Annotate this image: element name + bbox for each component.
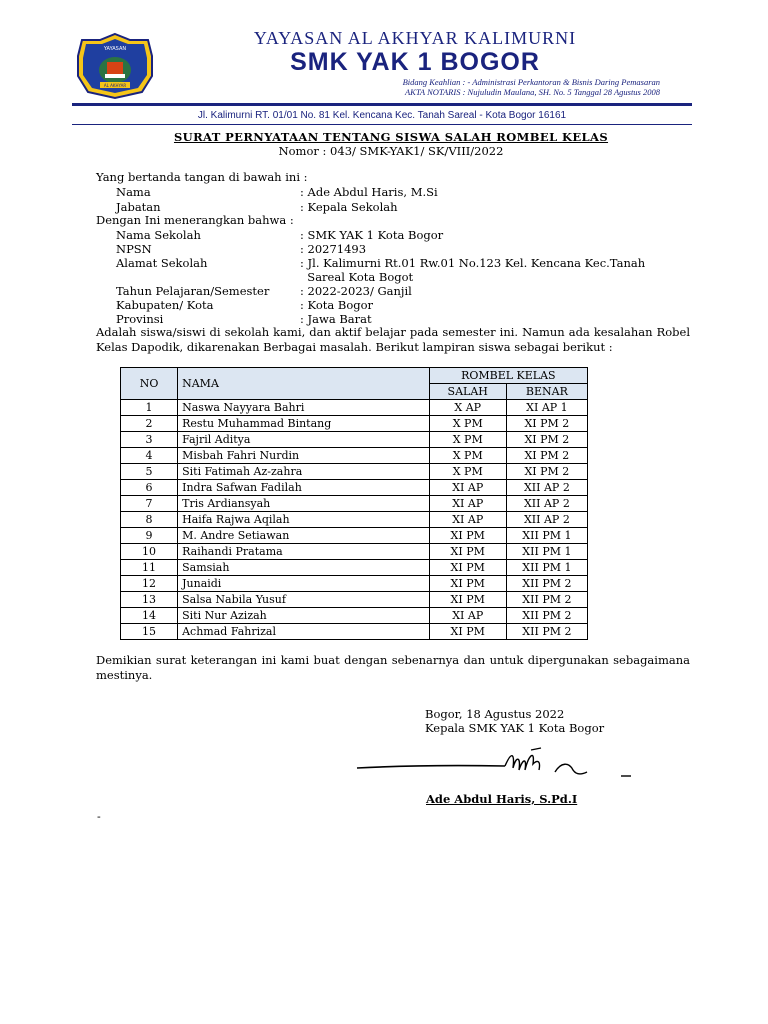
table-row: [121, 624, 588, 640]
statement-paragraph: Adalah siswa/siswi di sekolah kami, dan aktif belajar pada semester ini. Namun ada kesalahan Robel Kelas Dapodik, dikarenakan Berbagai masalah. Berikut lampiran siswa sebagai berikut :: [96, 325, 690, 354]
school-details: [250, 77, 660, 97]
table-row: [121, 608, 588, 624]
field-label: Alamat Sekolah: [116, 256, 208, 270]
cell-salah: XI PM: [429, 528, 506, 544]
cell-salah: XI AP: [429, 480, 506, 496]
cell-salah: XI PM: [429, 576, 506, 592]
signature-image: [355, 746, 635, 784]
cell-nama: Indra Safwan Fadilah: [178, 480, 430, 496]
table-row: [121, 512, 588, 528]
place-date: Bogor, 18 Agustus 2022: [425, 707, 565, 721]
akta-notaris: AKTA NOTARIS : Nujuludin Maulana, SH. No. 5 Tanggal 28 Agustus 2008: [404, 87, 660, 97]
cell-benar: XII AP 2: [506, 496, 587, 512]
cell-no: 6: [121, 480, 178, 496]
cell-salah: XI PM: [429, 544, 506, 560]
cell-no: 9: [121, 528, 178, 544]
field-value: : 2022-2023/ Ganjil: [300, 284, 412, 298]
field-value: : SMK YAK 1 Kota Bogor: [300, 228, 444, 242]
cell-no: 10: [121, 544, 178, 560]
signer-position: Kepala SMK YAK 1 Kota Bogor: [425, 721, 605, 735]
cell-no: 13: [121, 592, 178, 608]
document-title: SURAT PERNYATAAN TENTANG SISWA SALAH ROMBEL KELAS: [173, 130, 609, 144]
header-nama: NAMA: [178, 368, 430, 400]
intro-text: Yang bertanda tangan di bawah ini :: [96, 170, 308, 184]
cell-salah: X PM: [429, 448, 506, 464]
cell-nama: Salsa Nabila Yusuf: [178, 592, 430, 608]
cell-salah: XI AP: [429, 608, 506, 624]
cell-nama: Misbah Fahri Nurdin: [178, 448, 430, 464]
table-row: [121, 496, 588, 512]
field-value: : Jawa Barat: [300, 312, 372, 326]
header-divider-thin: [72, 124, 692, 125]
field-label: Tahun Pelajaran/Semester: [116, 284, 270, 298]
cell-no: 5: [121, 464, 178, 480]
cell-salah: X PM: [429, 416, 506, 432]
table-row: [121, 480, 588, 496]
cell-nama: M. Andre Setiawan: [178, 528, 430, 544]
cell-benar: XII PM 2: [506, 624, 587, 640]
footer-mark: -: [97, 810, 101, 823]
cell-benar: XII PM 1: [506, 560, 587, 576]
table-row: [121, 400, 588, 416]
school-logo: [74, 32, 156, 100]
header-no: NO: [121, 368, 178, 400]
field-value: : Kepala Sekolah: [300, 200, 398, 214]
cell-nama: Siti Nur Azizah: [178, 608, 430, 624]
cell-no: 4: [121, 448, 178, 464]
school-name: SMK YAK 1 BOGOR: [290, 48, 540, 76]
field-value: : Jl. Kalimurni Rt.01 Rw.01 No.123 Kel. Kencana Kec.Tanah: [300, 256, 646, 270]
cell-no: 8: [121, 512, 178, 528]
cell-benar: XI PM 2: [506, 448, 587, 464]
cell-salah: XI PM: [429, 624, 506, 640]
field-value: : 20271493: [300, 242, 367, 256]
cell-no: 3: [121, 432, 178, 448]
field-label: Jabatan: [116, 200, 161, 214]
closing-paragraph: Demikian surat keterangan ini kami buat dengan sebenarnya dan untuk dipergunakan sebagaimana mestinya.: [96, 653, 690, 682]
cell-benar: XI PM 2: [506, 432, 587, 448]
field-label: Kabupaten/ Kota: [116, 298, 214, 312]
declare-text: Dengan Ini menerangkan bahwa :: [96, 213, 294, 227]
cell-salah: XI PM: [429, 560, 506, 576]
cell-salah: X PM: [429, 464, 506, 480]
cell-no: 14: [121, 608, 178, 624]
cell-no: 1: [121, 400, 178, 416]
cell-benar: XII PM 1: [506, 544, 587, 560]
field-label: Provinsi: [116, 312, 164, 326]
cell-nama: Haifa Rajwa Aqilah: [178, 512, 430, 528]
cell-salah: X AP: [429, 400, 506, 416]
signer-name: Ade Abdul Haris, S.Pd.I: [426, 792, 578, 806]
cell-benar: XII AP 2: [506, 480, 587, 496]
cell-nama: Tris Ardiansyah: [178, 496, 430, 512]
cell-benar: XII AP 2: [506, 512, 587, 528]
table-row: [121, 448, 588, 464]
cell-salah: X PM: [429, 432, 506, 448]
field-value: Sareal Kota Bogot: [300, 270, 414, 284]
document-number: Nomor : 043/ SMK-YAK1/ SK/VIII/2022: [278, 144, 504, 158]
table-row: [121, 528, 588, 544]
table-row: [121, 432, 588, 448]
cell-no: 11: [121, 560, 178, 576]
cell-benar: XII PM 1: [506, 528, 587, 544]
cell-salah: XI PM: [429, 592, 506, 608]
cell-no: 2: [121, 416, 178, 432]
cell-benar: XII PM 2: [506, 608, 587, 624]
header-salah: SALAH: [429, 384, 506, 400]
bidang-keahlian: Bidang Keahlian : - Administrasi Perkantoran & Bisnis Daring Pemasaran: [402, 77, 660, 87]
cell-nama: Achmad Fahrizal: [178, 624, 430, 640]
cell-no: 12: [121, 576, 178, 592]
cell-benar: XI PM 2: [506, 416, 587, 432]
cell-benar: XII PM 2: [506, 576, 587, 592]
cell-nama: Fajril Aditya: [178, 432, 430, 448]
table-row: [121, 576, 588, 592]
cell-nama: Junaidi: [178, 576, 430, 592]
field-label: NPSN: [116, 242, 152, 256]
header-divider-thick: [72, 103, 692, 106]
table-row: [121, 544, 588, 560]
cell-salah: XI AP: [429, 496, 506, 512]
cell-benar: XI PM 2: [506, 464, 587, 480]
cell-no: 15: [121, 624, 178, 640]
header-benar: BENAR: [506, 384, 587, 400]
table-body: [121, 400, 588, 640]
field-label: Nama: [116, 185, 151, 199]
table-row: [121, 464, 588, 480]
cell-nama: Naswa Nayyara Bahri: [178, 400, 430, 416]
cell-nama: Siti Fatimah Az-zahra: [178, 464, 430, 480]
logo-text-bottom: AL AKHYAR: [103, 83, 127, 88]
field-value: : Kota Bogor: [300, 298, 374, 312]
table-row: [121, 416, 588, 432]
cell-benar: XII PM 2: [506, 592, 587, 608]
table-row: [121, 560, 588, 576]
cell-nama: Samsiah: [178, 560, 430, 576]
header-rombel: ROMBEL KELAS: [429, 368, 587, 384]
logo-text-top: YAYASAN: [103, 46, 127, 52]
cell-nama: Restu Muhammad Bintang: [178, 416, 430, 432]
table-row: [121, 592, 588, 608]
cell-nama: Raihandi Pratama: [178, 544, 430, 560]
school-address: Jl. Kalimurni RT. 01/01 No. 81 Kel. Kencana Kec. Tanah Sareal - Kota Bogor 16161: [197, 110, 567, 121]
cell-no: 7: [121, 496, 178, 512]
foundation-name: YAYASAN AL AKHYAR KALIMURNI: [253, 28, 577, 48]
cell-benar: XI AP 1: [506, 400, 587, 416]
rombel-table: [120, 367, 588, 640]
cell-salah: XI AP: [429, 512, 506, 528]
field-label: Nama Sekolah: [116, 228, 201, 242]
field-value: : Ade Abdul Haris, M.Si: [300, 185, 438, 199]
